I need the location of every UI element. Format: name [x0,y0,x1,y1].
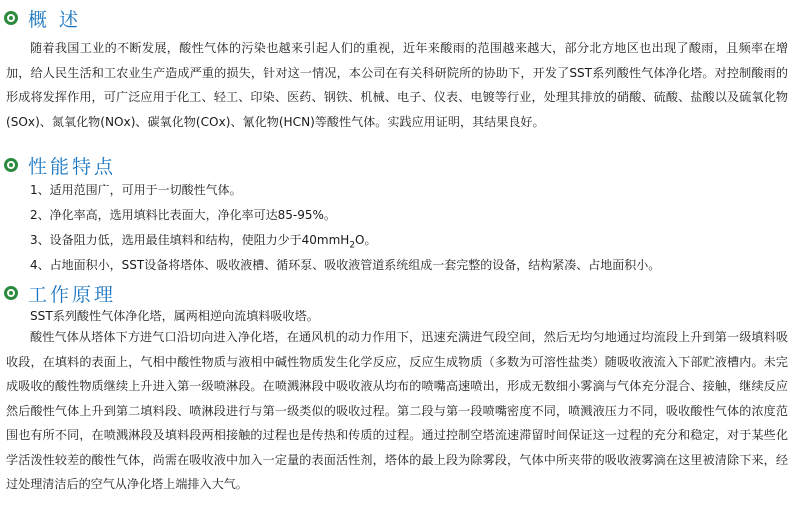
feature-item-3-unit-end: O [355,233,365,247]
feature-item-1: 1、适用范围广，可用于一切酸性气体。 [30,183,242,197]
principle-heading [4,280,116,306]
circle-bullet-icon [4,286,18,300]
principle-paragraph: 酸性气体从塔体下方进气口沿切向进入净化塔，在通风机的动力作用下，迅速充满进气段空间，然后无均匀地通过均流段上升到第一级填料吸收段，在填料的表面上，气相中酸性物质与液相中碱性物质发生化学反应，反应生成物质（多数为可溶性盐类）随吸收液流入下部贮液槽内。未完成吸收的酸性物质继续上升进入第一级喷淋段。在喷溅淋段中吸收液从均布的喷嘴高速喷出，形成无数细小雾滴与气体充分混合、接触，继续反应然后酸性气体上升到第二填料段、喷淋段进行与第一级类似的吸收过程。第二段与第一段喷嘴密度不同，喷溅液压力不同，吸收酸性气体的浓度范围也有所不同，在喷溅淋段及填料段两相接触的过程也是传热和传质的过程。通过控制空塔流速滞留时间保证这一过程的充分和稳定，对于某些化学活泼性较差的酸性气体，尚需在吸收液中加入一定量的表面活性剂，塔体的最上段为除雾段，气体中所夹带的吸收液雾滴在这里被清除下来，经过处理清洁后的空气从净化塔上端排入大气。 [6,330,788,491]
overview-title: 概 述 [28,8,82,31]
features-heading [4,152,116,178]
circle-bullet-icon [4,158,18,172]
feature-item-3-subscript: 2 [349,240,356,251]
circle-bullet-icon [4,11,18,25]
feature-item-3-period: 。 [364,233,377,247]
feature-item-2: 2、净化率高，选用填料比表面大，净化率可达85-95%。 [30,208,336,222]
principle-title: 工作原理 [28,283,117,306]
features-title: 性能特点 [28,155,117,178]
overview-paragraph: 随着我国工业的不断发展，酸性气体的污染也越来引起人们的重视，近年来酸雨的范围越来越大，部分北方地区也出现了酸雨，且频率在增加，给人民生活和工农业生产造成严重的损失，针对这一情况，本公司在有关科研院所的协助下，开发了SST系列酸性气体净化塔。对控制酸雨的形成将发挥作用，可广泛应用于化工、轻工、印染、医药、钢铁、机械、电子、仪表、电镀等行业，处理其排放的硝酸、硫酸、盐酸以及硫氧化物(SOx)、氮氧化物(NOx)、碳氧化物(COx)、氰化物(HCN)等酸性气体。实践应用证明，其结果良好。 [6,41,788,129]
feature-item-3 [30,230,377,255]
principle-intro: SST系列酸性气体净化塔，属两相逆向流填料吸收塔。 [30,309,319,323]
overview-heading [4,5,81,31]
feature-item-3-text: 3、设备阻力低，选用最佳填料和结构，使阻力少于40mmH [30,233,350,247]
feature-item-4: 4、占地面积小，SST设备将塔体、吸收液槽、循环泵、吸收液管道系统组成一套完整的设备，结构紧凑、占地面积小。 [30,258,661,272]
